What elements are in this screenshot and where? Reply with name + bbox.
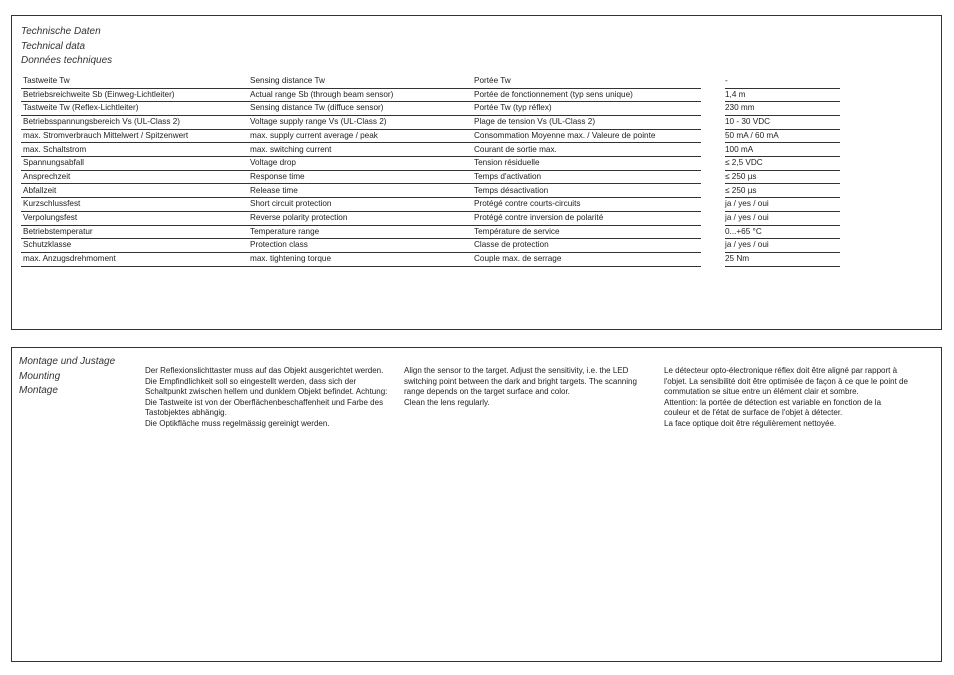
row-label-en: Reverse polarity protection	[250, 213, 348, 222]
row-value: 230 mm	[725, 103, 755, 113]
row-label-fr: Température de service	[474, 226, 560, 236]
row-value: ja / yes / oui	[725, 199, 769, 209]
row-value: 0...+65 °C	[725, 226, 762, 236]
row-value: 1,4 m	[725, 89, 746, 99]
row-label-de: Verpolungsfest	[23, 213, 78, 222]
row-label-en: max. switching current	[250, 144, 332, 154]
row-label-fr: Portée Tw (typ réflex)	[474, 103, 552, 113]
row-divider	[21, 238, 701, 239]
row-label-de: Spannungsabfall	[23, 158, 85, 168]
row-label-fr: Consommation Moyenne max. / Valeure de pointe	[474, 130, 656, 140]
row-value: 100 mA	[725, 144, 754, 154]
row-label-fr: Tension résiduelle	[474, 158, 540, 168]
mounting-text-en	[404, 366, 649, 408]
row-divider	[21, 225, 701, 226]
mount-title-en: Mounting	[19, 370, 61, 382]
row-value: ≤ 250 µs	[725, 185, 757, 195]
row-value: ja / yes / oui	[725, 240, 769, 250]
row-label-en: Actual range Sb (through beam sensor)	[250, 89, 394, 99]
mounting-fr-paragraph: La face optique doit être régulièrement nettoyée.	[664, 418, 837, 428]
mounting-titles	[19, 355, 115, 399]
row-value: 10 - 30 VDC	[725, 117, 771, 127]
technical-data-titles	[21, 25, 112, 69]
title-de: Technische Daten	[21, 26, 101, 37]
row-label-de: max. Anzugsdrehmoment	[23, 254, 116, 264]
title-fr: Données techniques	[21, 55, 113, 66]
mounting-text-fr	[664, 366, 908, 430]
row-label-fr: Classe de protection	[474, 240, 549, 250]
row-value: ≤ 2,5 VDC	[725, 158, 763, 168]
row-label-en: Short circuit protection	[250, 199, 332, 209]
row-divider	[21, 142, 701, 143]
title-en: Technical data	[21, 40, 86, 52]
row-label-fr: Courant de sortie max.	[474, 144, 557, 154]
value-divider	[725, 266, 840, 267]
row-label-fr: Couple max. de serrage	[474, 254, 562, 264]
row-label-de: Ansprechzeit	[23, 171, 71, 181]
row-value: ≤ 250 µs	[725, 171, 757, 181]
row-label-de: max. Stromverbrauch Mittelwert / Spitzenwert	[23, 130, 189, 140]
mounting-fr-paragraph: Le détecteur opto-électronique réflex doit être aligné par rapport à l'objet. La sensibilité doit être optimisée de façon à ce que le point de commutation se situe entre un élément clair et sombre.	[664, 366, 908, 397]
row-label-fr: Portée de fonctionnement (typ sens unique)	[474, 89, 633, 99]
row-divider	[21, 252, 701, 253]
row-value: 50 mA / 60 mA	[725, 130, 779, 140]
mount-title-fr: Montage	[19, 385, 58, 396]
row-label-en: Protection class	[250, 240, 308, 250]
row-divider	[21, 170, 701, 171]
row-label-en: Response time	[250, 171, 305, 181]
row-divider	[21, 156, 701, 157]
row-label-de: Kurzschlussfest	[23, 199, 81, 209]
row-label-de: Tastweite Tw	[23, 76, 70, 85]
row-value: ja / yes / oui	[725, 213, 769, 222]
row-label-en: Release time	[250, 185, 298, 195]
row-label-de: Betriebsreichweite Sb (Einweg-Lichtleiter)	[23, 89, 175, 99]
mounting-en-paragraph: Align the sensor to the target. Adjust the sensitivity, i.e. the LED switching point between the dark and bright targets. The scanning range depends on the target surface and color.	[404, 366, 637, 397]
mounting-text-de	[145, 366, 389, 430]
row-label-en: Voltage drop	[250, 158, 296, 168]
row-label-de: Betriebstemperatur	[23, 226, 93, 236]
mounting-de-paragraph: Die Optikfläche muss regelmässig gereinigt werden.	[145, 418, 330, 428]
row-label-de: Schutzklasse	[23, 240, 72, 250]
row-label-fr: Temps désactivation	[474, 185, 549, 195]
row-divider	[21, 183, 701, 184]
row-label-fr: Protégé contre courts-circuits	[474, 199, 581, 209]
row-label-en: max. tightening torque	[250, 254, 332, 264]
row-label-fr: Temps d'activation	[474, 171, 542, 181]
row-label-de: Betriebsspannungsbereich Vs (UL-Class 2)	[23, 117, 181, 127]
row-value: 25 Nm	[725, 254, 750, 264]
mounting-fr-paragraph: Attention: la portée de détection est variable en fonction de la couleur et de l'état de surface de l'objet à détecter.	[664, 397, 882, 418]
mounting-en-paragraph: Clean the lens regularly.	[404, 397, 490, 407]
row-label-de: max. Schaltstrom	[23, 144, 87, 154]
row-label-fr: Protégé contre inversion de polarité	[474, 213, 604, 222]
row-label-en: max. supply current average / peak	[250, 130, 378, 140]
row-label-de: Tastweite Tw (Reflex-Lichtleiter)	[23, 103, 139, 113]
row-label-fr: Portée Tw	[474, 76, 511, 85]
row-label-de: Abfallzeit	[23, 185, 57, 195]
row-label-en: Temperature range	[250, 226, 320, 236]
row-label-en: Sensing distance Tw	[250, 76, 325, 85]
row-divider	[21, 197, 701, 198]
row-label-fr: Plage de tension Vs (UL-Class 2)	[474, 117, 596, 127]
row-label-en: Sensing distance Tw (diffuce sensor)	[250, 103, 384, 113]
mount-title-de: Montage und Justage	[19, 356, 116, 367]
row-label-en: Voltage supply range Vs (UL-Class 2)	[250, 117, 387, 127]
mounting-de-paragraph: Der Reflexionslichttaster muss auf das Objekt ausgerichtet werden. Die Empfindlichkeit soll so eingestellt werden, dass sich der Schaltpunkt zwischen hellem und dunklem Objekt befindet. Achtung: Die Tastweite ist von der Oberflächenbeschaffenheit und Farbe des Tastobjektes abhängig.	[145, 366, 388, 418]
row-divider	[21, 266, 701, 267]
row-value: -	[725, 76, 728, 85]
